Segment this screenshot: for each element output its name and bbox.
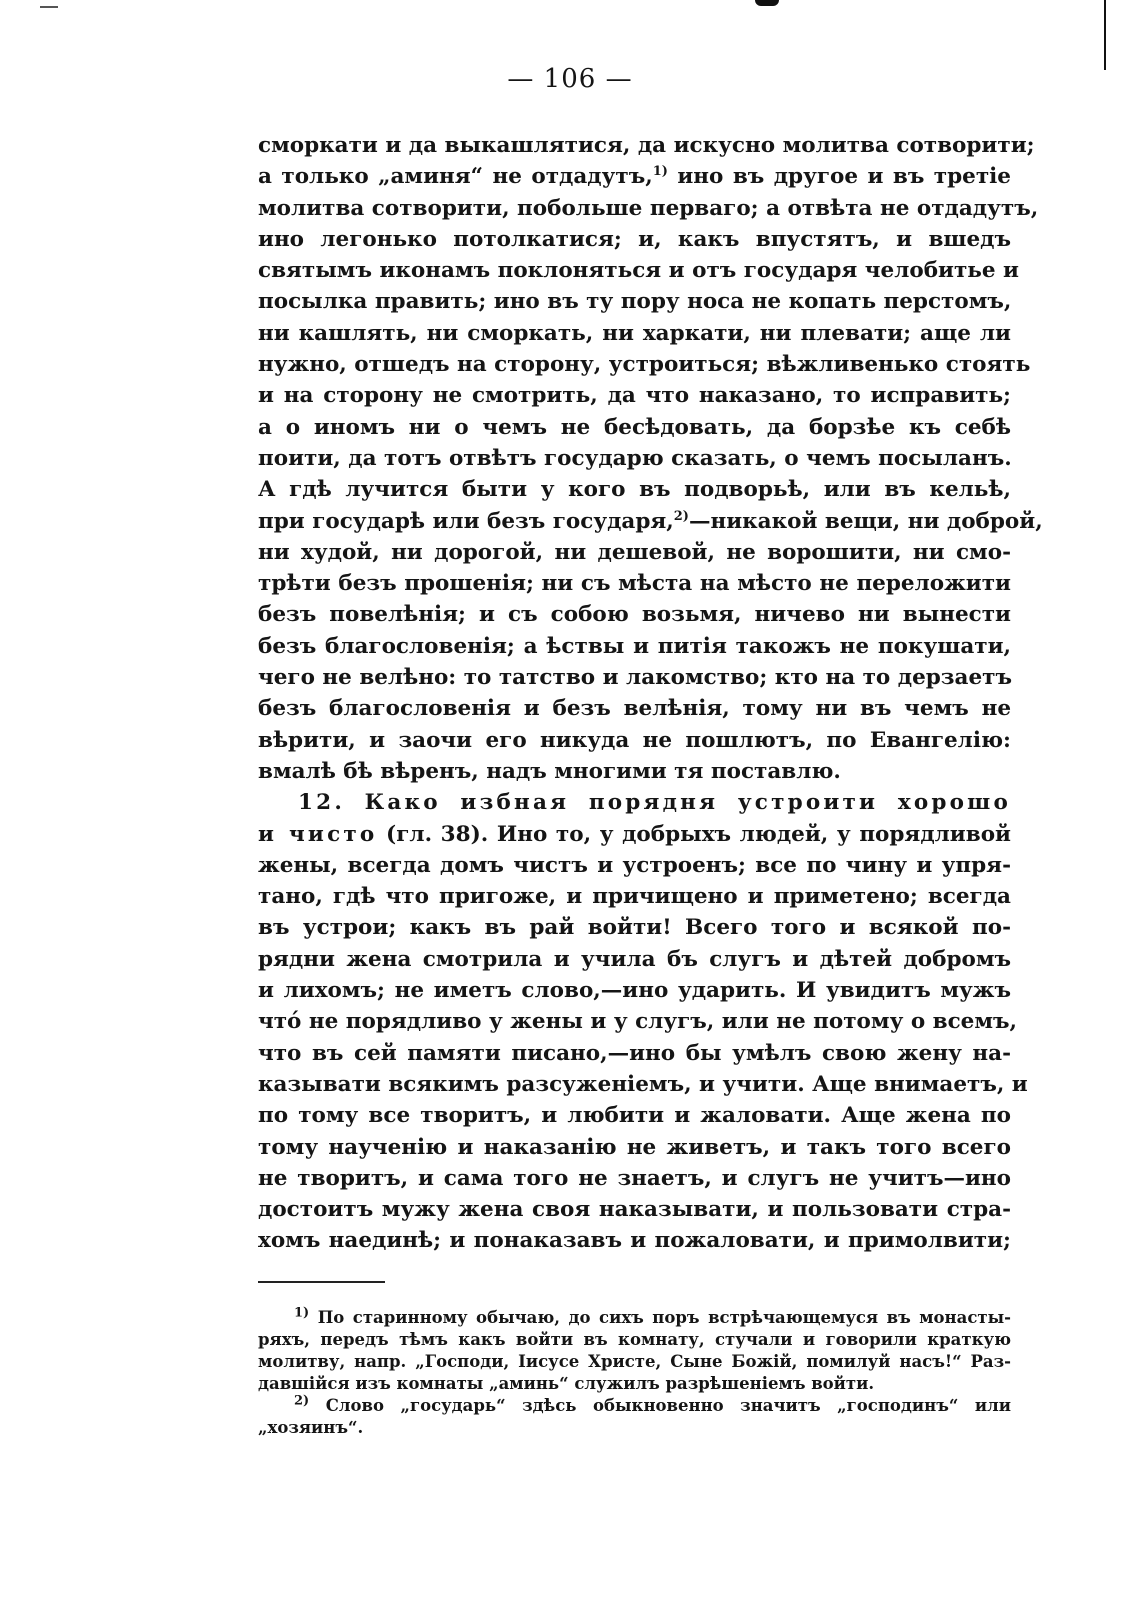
text-line: безъ благословенія; а ѣствы и питія такожъ не покушати, [258,633,1011,659]
text-line: чего не велѣно: то татство и лакомство; кто на то дерзаетъ [258,665,1012,691]
text-line: а о иномъ ни о чемъ не бесѣдовать, да борзѣе къ себѣ [258,414,1011,440]
main-text [258,130,1043,1257]
text-line: рядни жена смотрила и учила бъ слугъ и дѣтей добромъ [258,946,1011,972]
footnotes [258,1307,1011,1439]
footnote-line: „хозяинъ“. [258,1418,364,1437]
footnote-1 [258,1307,1011,1329]
text-line: и на сторону не смотрить, да что наказано, то исправить; [258,383,1011,409]
footnote-marker-2: 2) [294,1393,310,1409]
footnote-text: Слово „государь“ здѣсь обыкновенно значитъ „господинъ“ или [309,1396,1011,1415]
scan-artifact-top [755,0,779,6]
text-line: и лихомъ; не иметъ слово,—ино ударить. И увидитъ мужъ [258,978,1011,1004]
text-line: безъ повелѣнія; и съ собою возьмя, ничево ни вынести [258,602,1011,628]
footnote-ref-1: 1) [652,164,668,180]
text-line: что́ не порядливо у жены и у слугъ, или не потому о всемъ, [258,1009,1018,1035]
text-fragment: при государѣ или безъ государя, [258,508,674,534]
text-line: жены, всегда домъ чистъ и устроенъ; все по чину и упря- [258,852,1011,878]
text-line: хомъ наединѣ; и понаказавъ и пожаловати, и примолвити; [258,1228,1011,1254]
text-line: достоитъ мужу жена своя наказывати, и пользовати стра- [258,1197,1011,1223]
text-line: тано, гдѣ что пригоже, и причищено и приметено; всегда [258,884,1011,910]
text-line: что въ сей памяти писано,—ино бы умѣлъ свою жену на- [258,1040,1011,1066]
footnote-line: молитву, напр. „Господи, Іисусе Христе, Сыне Божій, помилуй насъ!“ Раз- [258,1352,1011,1371]
scan-artifact-left [40,6,58,8]
scan-artifact-edge [1104,0,1106,70]
text-line: тому наученію и наказанію не живетъ, и такъ того всего [258,1134,1011,1160]
text-line [258,161,1011,192]
text-line: сморкати и да выкашлятися, да искусно молитва сотворити; [258,133,1035,158]
text-line: ино легонько потолкатися; и, какъ впустятъ, и вшедъ [258,226,1011,252]
text-fragment: (гл. 38). Ино то, у добрыхъ людей, у порядливой [377,821,1011,847]
page-number: — 106 — [507,64,633,94]
section-heading-cont: и чисто [258,821,378,847]
text-line: ни худой, ни дорогой, ни дешевой, не ворошити, ни смо- [258,539,1011,565]
text-fragment: —никакой вещи, ни доброй, [688,508,1043,534]
text-line: казывати всякимъ разсуженіемъ, и учити. Аще внимаетъ, и [258,1071,1028,1097]
text-fragment: ино въ другое и въ третіе [667,164,1011,190]
text-line: безъ благословенія и безъ велѣнія, тому ни въ чемъ не [258,696,1011,722]
text-line: А гдѣ лучится быти у кого въ подворьѣ, или въ кельѣ, [258,477,1011,503]
footnote-divider [258,1281,385,1283]
footnote-ref-2: 2) [673,508,689,524]
text-line: по тому все творитъ, и любити и жаловати. Аще жена по [258,1103,1011,1129]
footnote-line: давшійся изъ комнаты „аминь“ служилъ разрѣшеніемъ войти. [258,1374,875,1393]
text-line: ни кашлять, ни сморкать, ни харкати, ни плевати; аще ли [258,320,1011,346]
text-line: трѣти безъ прошенія; ни съ мѣста на мѣсто не переложити [258,571,1011,597]
text-line: нужно, отшедъ на сторону, устроиться; вѣжливенько стоять [258,352,1031,378]
text-line: святымъ иконамъ поклоняться и отъ государя челобитье и [258,258,1020,284]
text-line: посылка править; ино въ ту пору носа не копать перстомъ, [258,289,1012,315]
footnote-line: ряхъ, передъ тѣмъ какъ войти въ комнату, стучали и говорили краткую [258,1330,1011,1349]
text-line: молитва сотворити, побольше перваго; а отвѣта не отдадутъ, [258,195,1039,221]
text-line [258,506,1043,537]
text-fragment: а только „аминя“ не отдадутъ, [258,164,653,190]
text-line: поити, да тотъ отвѣтъ государю сказать, о чемъ посыланъ. [258,445,1012,471]
section-heading: 12. Како избная порядня устроити хорошо [298,790,1011,816]
footnote-2 [258,1395,1011,1417]
text-line: не творитъ, и сама того не знаетъ, и слугъ не учитъ—ино [258,1165,1011,1191]
text-line: вмалѣ бѣ вѣренъ, надъ многими тя поставлю. [258,758,841,784]
footnote-text: По старинному обычаю, до сихъ поръ встрѣчающемуся въ монасты- [309,1308,1011,1327]
text-line [258,819,1011,850]
text-line: въ устрои; какъ въ рай войти! Всего того и всякой по- [258,915,1011,941]
footnote-marker-1: 1) [294,1305,310,1321]
text-line: вѣрити, и заочи его никуда не пошлютъ, по Евангелію: [258,727,1011,753]
